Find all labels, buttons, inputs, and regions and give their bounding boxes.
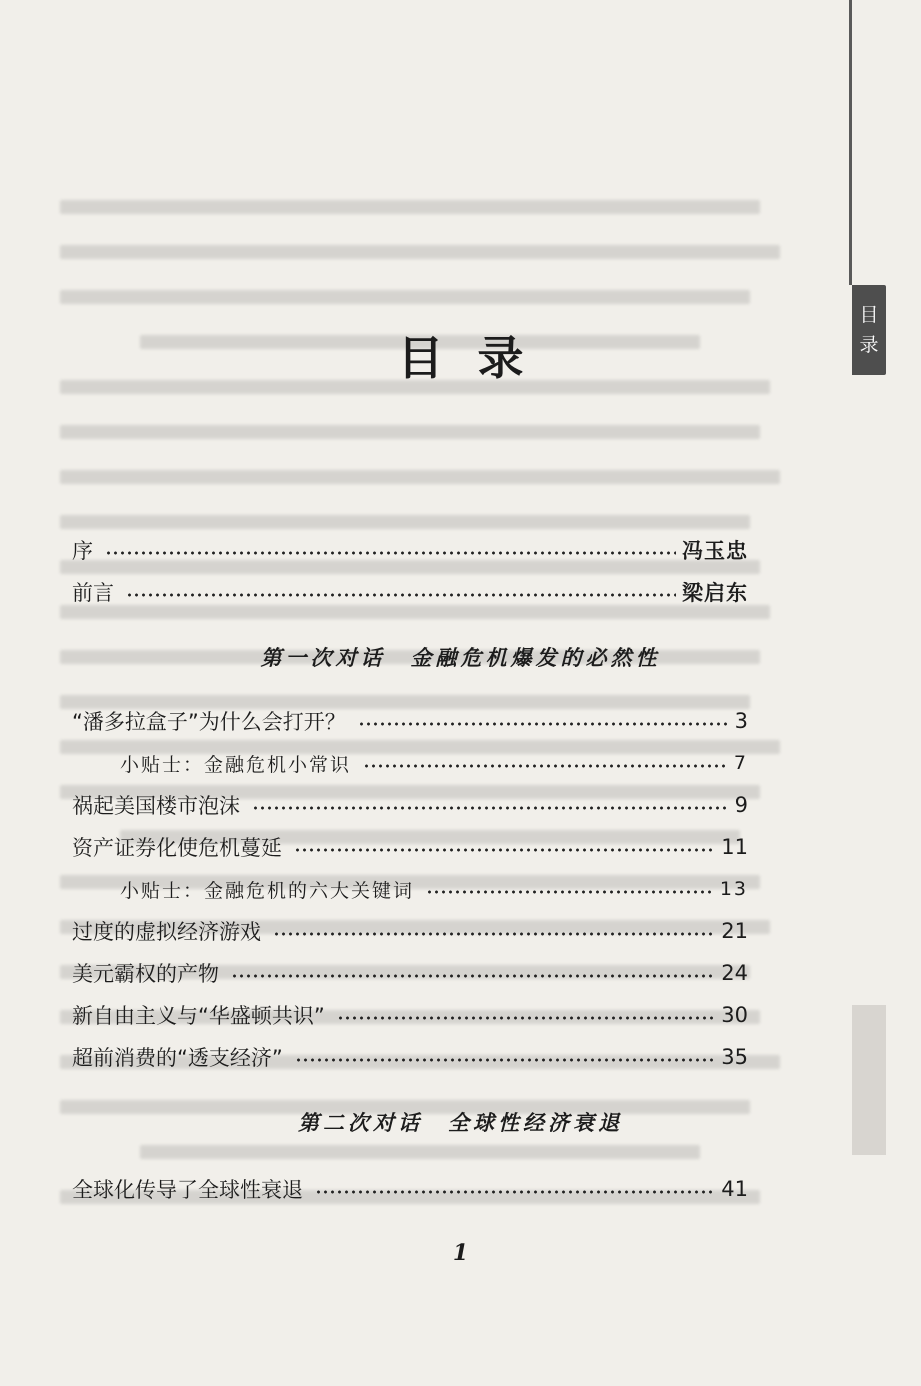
toc-row[interactable] xyxy=(72,706,748,736)
leader-dots xyxy=(426,890,714,894)
toc-entry-label: 美元霸权的产物 xyxy=(72,962,219,986)
side-tab-char-2: 录 xyxy=(859,334,879,356)
toc-entry-author: 冯玉忠 xyxy=(682,539,748,563)
toc-entry-label: 序 xyxy=(72,539,93,563)
toc-page-number: 30 xyxy=(721,1003,748,1027)
section-heading-2: 第二次对话 全球性经济衰退 xyxy=(298,1111,623,1135)
toc-entry-label: 资产证券化使危机蔓延 xyxy=(72,836,282,860)
leader-dots xyxy=(294,848,715,852)
toc-page-number: 35 xyxy=(721,1045,748,1069)
toc-entry-label: 超前消费的“透支经济” xyxy=(72,1046,283,1070)
toc-page-number: 13 xyxy=(719,878,748,900)
leader-dots xyxy=(105,551,676,555)
toc-page-number: 11 xyxy=(721,835,748,859)
leader-dots xyxy=(126,593,676,597)
page-edge-line xyxy=(849,0,852,285)
toc-row-tip[interactable] xyxy=(120,748,748,778)
toc-entry-label: 祸起美国楼市泡沫 xyxy=(72,794,240,818)
toc-row[interactable] xyxy=(72,790,748,820)
side-tab-char-1: 目 xyxy=(859,304,879,326)
toc-entry-label: 新自由主义与“华盛顿共识” xyxy=(72,1004,325,1028)
page-title: 目录 xyxy=(397,331,558,385)
toc-entry-label: 全球化传导了全球性衰退 xyxy=(72,1178,303,1202)
leader-dots xyxy=(363,764,728,768)
toc-entry-label: “潘多拉盒子”为什么会打开？ xyxy=(72,710,346,734)
toc-page-number: 9 xyxy=(734,793,748,817)
toc-page-number: 41 xyxy=(721,1177,748,1201)
toc-row[interactable] xyxy=(72,832,748,862)
toc-page-number: 7 xyxy=(733,752,748,774)
toc-entry-label: 过度的虚拟经济游戏 xyxy=(72,920,261,944)
leader-dots xyxy=(358,722,728,726)
toc-row[interactable] xyxy=(72,1042,748,1072)
leader-dots xyxy=(337,1016,716,1020)
toc-page-number: 24 xyxy=(721,961,748,985)
leader-dots xyxy=(295,1058,716,1062)
section-heading-1: 第一次对话 金融危机爆发的必然性 xyxy=(260,646,661,670)
page-folio-number: 1 xyxy=(452,1240,469,1266)
toc-row[interactable] xyxy=(72,1174,748,1204)
toc-row-tip[interactable] xyxy=(120,874,748,904)
toc-row[interactable] xyxy=(72,1000,748,1030)
toc-entry-label: 小贴士：金融危机的六大关键词 xyxy=(120,879,415,902)
toc-page-number: 3 xyxy=(734,709,748,733)
toc-entry-author: 梁启东 xyxy=(682,581,748,605)
leader-dots xyxy=(273,932,715,936)
toc-page-number: 21 xyxy=(721,919,748,943)
toc-row[interactable] xyxy=(72,916,748,946)
toc-entry-label: 前言 xyxy=(72,581,114,605)
toc-entry-label: 小贴士：金融危机小常识 xyxy=(120,753,352,776)
leader-dots xyxy=(315,1190,715,1194)
toc-row-preface[interactable] xyxy=(72,535,748,565)
leader-dots xyxy=(231,974,715,978)
toc-row-foreword[interactable] xyxy=(72,577,748,607)
toc-row[interactable] xyxy=(72,958,748,988)
leader-dots xyxy=(252,806,728,810)
